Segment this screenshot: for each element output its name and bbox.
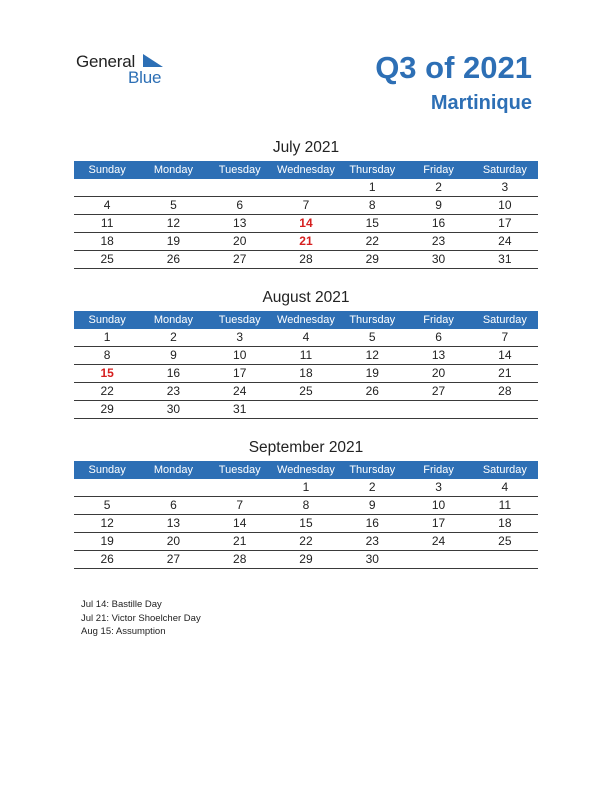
date-cell: 29	[100, 402, 114, 416]
brand-general-text: General	[76, 52, 136, 71]
weekday-label: Tuesday	[218, 164, 261, 176]
date-cell: 2	[435, 180, 442, 194]
date-cell: 18	[100, 234, 114, 248]
date-cell: 15	[299, 516, 313, 530]
weekday-label: Tuesday	[218, 464, 261, 476]
week-row	[74, 497, 538, 515]
weekday-label: Friday	[423, 164, 454, 176]
date-cell: 9	[368, 498, 376, 512]
date-cell: 14	[233, 516, 247, 530]
date-cell: 17	[233, 366, 247, 380]
date-cell: 2	[170, 330, 177, 344]
weekday-label: Thursday	[349, 314, 396, 326]
date-cell: 29	[299, 552, 313, 566]
date-cell: 7	[302, 198, 310, 212]
date-cell: 13	[233, 216, 247, 230]
holiday-note: Jul 21: Victor Shoelcher Day	[81, 612, 201, 624]
date-cell: 6	[236, 198, 244, 212]
date-cell: 12	[100, 516, 114, 530]
date-cell: 20	[431, 366, 446, 380]
holiday-note: Aug 15: Assumption	[81, 626, 166, 637]
week-row	[74, 329, 538, 347]
date-cell: 4	[302, 330, 310, 344]
week-row	[74, 479, 538, 497]
date-cell: 17	[431, 516, 446, 530]
date-cell	[140, 179, 206, 196]
week-row	[74, 401, 538, 419]
date-cell: 25	[498, 534, 512, 548]
date-cell: 1	[368, 180, 376, 194]
date-cell: 30	[431, 252, 446, 266]
weekday-label: Friday	[423, 464, 454, 476]
date-cell	[207, 479, 273, 496]
date-cell: 8	[368, 198, 376, 212]
date-cell: 22	[365, 234, 379, 248]
date-cell: 4	[103, 198, 111, 212]
brand-logo	[76, 52, 176, 92]
date-cell: 8	[302, 498, 310, 512]
month-title: August 2021	[262, 289, 350, 306]
date-cell: 11	[100, 216, 114, 230]
date-cell: 5	[170, 198, 177, 212]
date-cell	[405, 401, 471, 418]
week-row	[74, 515, 538, 533]
date-cell: 25	[299, 384, 313, 398]
date-cell: 27	[166, 552, 181, 566]
date-cell: 17	[498, 216, 512, 230]
date-cell: 26	[166, 252, 181, 266]
holiday-date-cell: 21	[299, 234, 313, 248]
brand-blue-text: Blue	[128, 68, 162, 87]
date-cell: 11	[498, 498, 512, 512]
date-cell: 24	[233, 384, 247, 398]
holiday-note: Jul 14: Bastille Day	[81, 599, 162, 610]
date-cell: 22	[100, 384, 114, 398]
weekday-label: Sunday	[88, 464, 126, 476]
date-cell	[472, 551, 538, 568]
weekday-label: Saturday	[482, 164, 527, 176]
date-cell: 29	[365, 252, 379, 266]
date-cell: 26	[100, 552, 114, 566]
week-row	[74, 179, 538, 197]
date-cell	[405, 551, 471, 568]
holiday-date-cell: 15	[100, 366, 114, 380]
date-cell: 12	[365, 348, 379, 362]
date-cell	[140, 479, 206, 496]
date-cell: 21	[498, 366, 512, 380]
date-cell: 27	[233, 252, 247, 266]
weekday-header-row	[74, 461, 538, 479]
date-cell	[472, 401, 538, 418]
date-cell: 28	[233, 552, 247, 566]
date-cell: 10	[233, 348, 247, 362]
date-cell: 23	[431, 234, 446, 248]
date-cell: 16	[166, 366, 181, 380]
weekday-label: Monday	[153, 314, 193, 326]
week-row	[74, 251, 538, 269]
date-cell: 19	[100, 534, 114, 548]
date-cell: 6	[170, 498, 177, 512]
week-row	[74, 365, 538, 383]
weekday-label: Thursday	[349, 164, 396, 176]
date-cell: 16	[365, 516, 379, 530]
date-cell	[207, 179, 273, 196]
week-row	[74, 215, 538, 233]
date-cell: 15	[365, 216, 379, 230]
weekday-label: Sunday	[88, 314, 126, 326]
weekday-header-row	[74, 311, 538, 329]
date-cell: 14	[498, 348, 512, 362]
date-cell: 3	[435, 480, 442, 494]
logo-flag-icon	[141, 53, 165, 69]
weekday-label: Monday	[153, 464, 193, 476]
holiday-notes	[81, 598, 201, 639]
date-cell: 10	[498, 198, 512, 212]
date-cell: 4	[501, 480, 509, 494]
date-cell: 7	[236, 498, 244, 512]
date-cell	[74, 479, 140, 496]
date-cell: 6	[435, 330, 442, 344]
date-cell	[273, 401, 339, 418]
date-cell: 13	[431, 348, 446, 362]
date-cell: 1	[302, 480, 310, 494]
month-title: September 2021	[248, 439, 364, 456]
week-row	[74, 347, 538, 365]
page-title: Q3 of 2021	[375, 50, 532, 85]
date-cell: 19	[166, 234, 181, 248]
date-cell: 9	[435, 198, 442, 212]
weekday-label: Tuesday	[218, 314, 261, 326]
date-cell: 12	[166, 216, 181, 230]
date-cell: 8	[103, 348, 111, 362]
date-cell: 31	[498, 252, 512, 266]
date-cell: 30	[365, 552, 379, 566]
weekday-label: Wednesday	[277, 164, 335, 176]
weekday-header-row	[74, 161, 538, 179]
week-row	[74, 383, 538, 401]
date-cell	[339, 401, 405, 418]
date-cell: 31	[233, 402, 247, 416]
date-cell: 5	[103, 498, 111, 512]
date-cell: 20	[166, 534, 181, 548]
date-cell: 19	[365, 366, 379, 380]
date-cell: 27	[431, 384, 446, 398]
month-title: July 2021	[272, 139, 340, 156]
weekday-label: Saturday	[482, 464, 527, 476]
date-cell: 3	[501, 180, 509, 194]
weekday-label: Monday	[153, 164, 193, 176]
date-cell: 10	[431, 498, 446, 512]
date-cell: 26	[365, 384, 379, 398]
date-cell: 21	[233, 534, 247, 548]
date-cell: 7	[501, 330, 509, 344]
week-row	[74, 233, 538, 251]
month-september	[74, 437, 538, 569]
date-cell: 28	[299, 252, 313, 266]
week-row	[74, 197, 538, 215]
date-cell: 24	[431, 534, 446, 548]
date-cell: 30	[166, 402, 181, 416]
country-name: Martinique	[430, 92, 532, 114]
date-cell: 1	[103, 330, 111, 344]
date-cell: 11	[299, 348, 313, 362]
week-row	[74, 551, 538, 569]
date-cell: 23	[365, 534, 379, 548]
weekday-label: Friday	[423, 314, 454, 326]
date-cell: 25	[100, 252, 114, 266]
date-cell: 13	[166, 516, 181, 530]
holiday-date-cell: 14	[299, 216, 313, 230]
date-cell: 3	[236, 330, 244, 344]
weekday-label: Sunday	[88, 164, 126, 176]
date-cell: 23	[166, 384, 181, 398]
date-cell: 9	[170, 348, 177, 362]
date-cell: 18	[498, 516, 512, 530]
weekday-label: Saturday	[482, 314, 527, 326]
date-cell: 28	[498, 384, 512, 398]
date-cell: 16	[431, 216, 446, 230]
date-cell	[273, 179, 339, 196]
date-cell	[74, 179, 140, 196]
weekday-label: Wednesday	[277, 314, 335, 326]
date-cell: 24	[498, 234, 512, 248]
date-cell: 18	[299, 366, 313, 380]
date-cell: 20	[233, 234, 247, 248]
weekday-label: Wednesday	[277, 464, 335, 476]
date-cell: 5	[368, 330, 376, 344]
date-cell: 22	[299, 534, 313, 548]
month-august	[74, 287, 538, 419]
month-july	[74, 137, 538, 269]
date-cell: 2	[368, 480, 376, 494]
weekday-label: Thursday	[349, 464, 396, 476]
week-row	[74, 533, 538, 551]
